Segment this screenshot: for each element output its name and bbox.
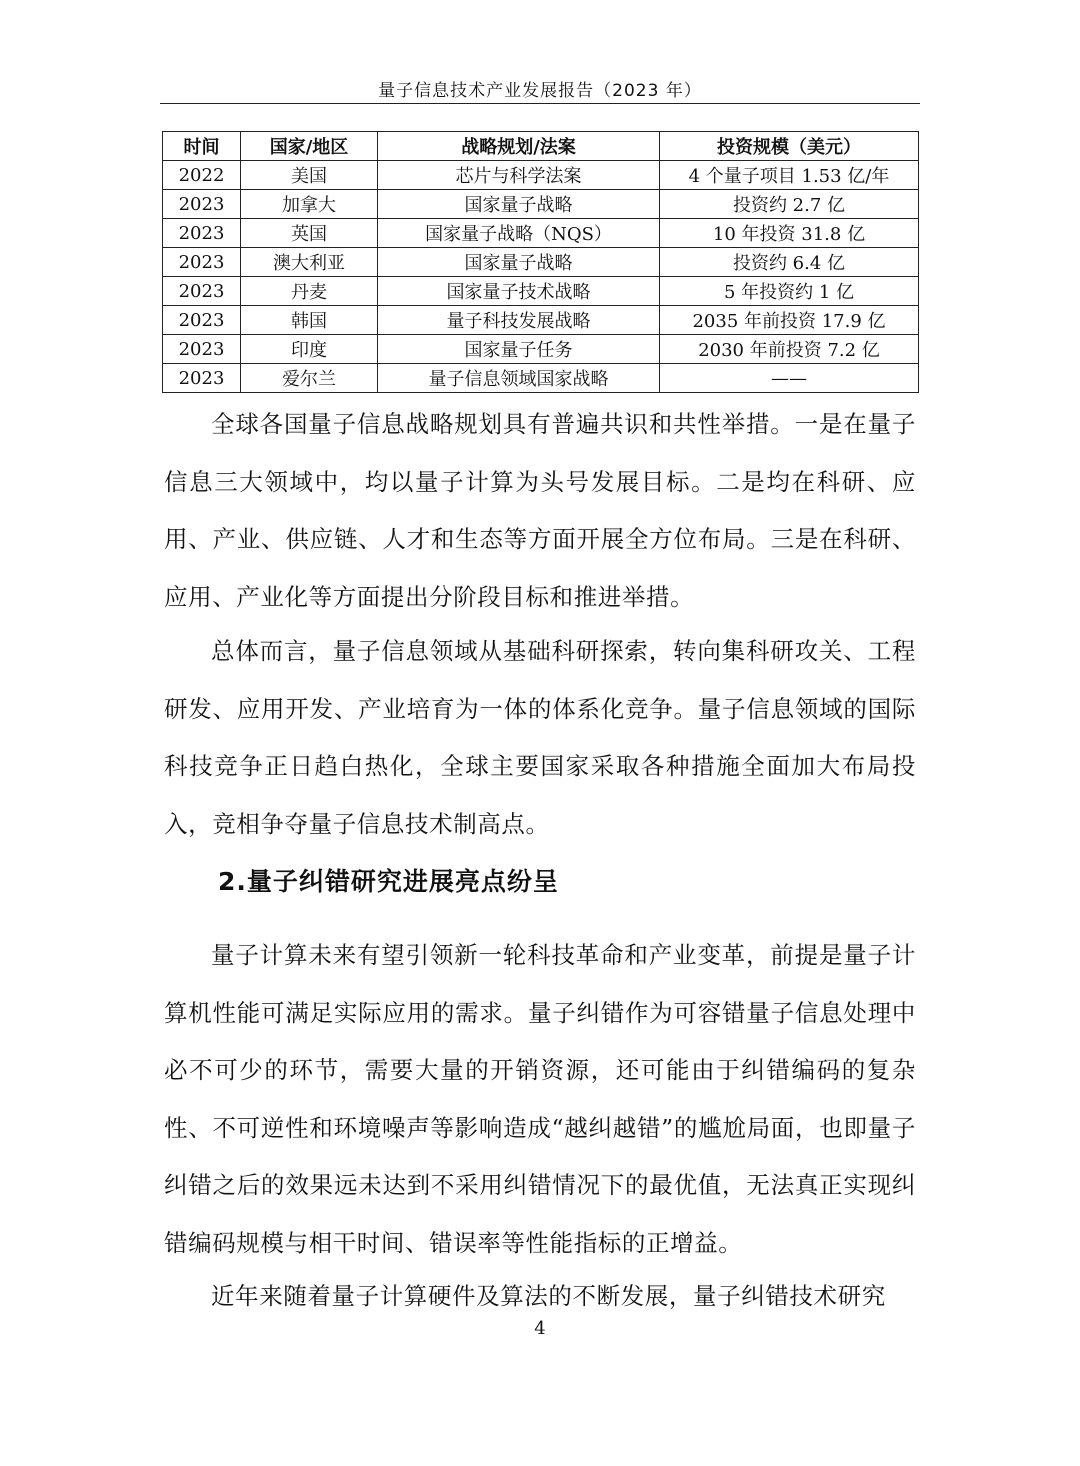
header-country: 国家/地区 [241,132,378,161]
table-row [163,219,919,248]
paragraph-overall-competition: 总体而言，量子信息领域从基础科研探索，转向集科研攻关、工程研发、应用开发、产业培育为一体的体系化竞争。量子信息领域的国际科技竞争正日趋白热化，全球主要国家采取各种措施全面加大布局投入，竞相争夺量子信息技术制高点。 [164,637,916,838]
running-header: 量子信息技术产业发展报告（2023 年） [378,81,702,101]
cell-time: 2023 [163,306,241,335]
header-strategy: 战略规划/法案 [378,132,660,161]
table-row [163,161,919,190]
cell-time: 2023 [163,364,241,393]
cell-time: 2023 [163,277,241,306]
cell-time: 2023 [163,219,241,248]
table-row [163,277,919,306]
cell-investment: 2035 年前投资 17.9 亿 [660,306,919,335]
cell-time: 2023 [163,190,241,219]
strategy-table [162,131,919,393]
table-row [163,335,919,364]
cell-strategy: 国家量子任务 [378,335,660,364]
cell-investment: 4 个量子项目 1.53 亿/年 [660,161,919,190]
cell-investment: 10 年投资 31.8 亿 [660,219,919,248]
cell-investment: 投资约 2.7 亿 [660,190,919,219]
table-row [163,364,919,393]
cell-investment: 投资约 6.4 亿 [660,248,919,277]
cell-country: 澳大利亚 [241,248,378,277]
cell-strategy: 量子科技发展战略 [378,306,660,335]
cell-investment: —— [660,364,919,393]
cell-strategy: 国家量子技术战略 [378,277,660,306]
cell-time: 2023 [163,335,241,364]
cell-strategy: 国家量子战略 [378,248,660,277]
header-divider [160,103,920,104]
table-header-row [163,132,919,161]
cell-country: 美国 [241,161,378,190]
cell-country: 丹麦 [241,277,378,306]
cell-investment: 2030 年前投资 7.2 亿 [660,335,919,364]
paragraph-recent-progress: 近年来随着量子计算硬件及算法的不断发展，量子纠错技术研究 [211,1282,886,1310]
table-row [163,190,919,219]
cell-country: 加拿大 [241,190,378,219]
page-number: 4 [534,1318,546,1339]
header-investment: 投资规模（美元） [660,132,919,161]
table-row [163,306,919,335]
cell-strategy: 量子信息领域国家战略 [378,364,660,393]
cell-time: 2022 [163,161,241,190]
cell-time: 2023 [163,248,241,277]
cell-country: 爱尔兰 [241,364,378,393]
section-heading: 2.量子纠错研究进展亮点纷呈 [218,867,559,896]
cell-strategy: 国家量子战略 [378,190,660,219]
table-row [163,248,919,277]
cell-country: 印度 [241,335,378,364]
paragraph-common-measures: 全球各国量子信息战略规划具有普遍共识和共性举措。一是在量子信息三大领域中，均以量子计算为头号发展目标。二是均在科研、应用、产业、供应链、人才和生态等方面开展全方位布局。三是在科研、应用、产业化等方面提出分阶段目标和推进举措。 [164,410,916,611]
cell-strategy: 芯片与科学法案 [378,161,660,190]
paragraph-error-correction: 量子计算未来有望引领新一轮科技革命和产业变革，前提是量子计算机性能可满足实际应用的需求。量子纠错作为可容错量子信息处理中必不可少的环节，需要大量的开销资源，还可能由于纠错编码的复杂性、不可逆性和环境噪声等影响造成“越纠越错”的尴尬局面，也即量子纠错之后的效果远未达到不采用纠错情况下的最优值，无法真正实现纠错编码规模与相干时间、错误率等性能指标的正增益。 [164,941,916,1257]
header-time: 时间 [163,132,241,161]
cell-strategy: 国家量子战略（NQS） [378,219,660,248]
cell-investment: 5 年投资约 1 亿 [660,277,919,306]
cell-country: 韩国 [241,306,378,335]
cell-country: 英国 [241,219,378,248]
